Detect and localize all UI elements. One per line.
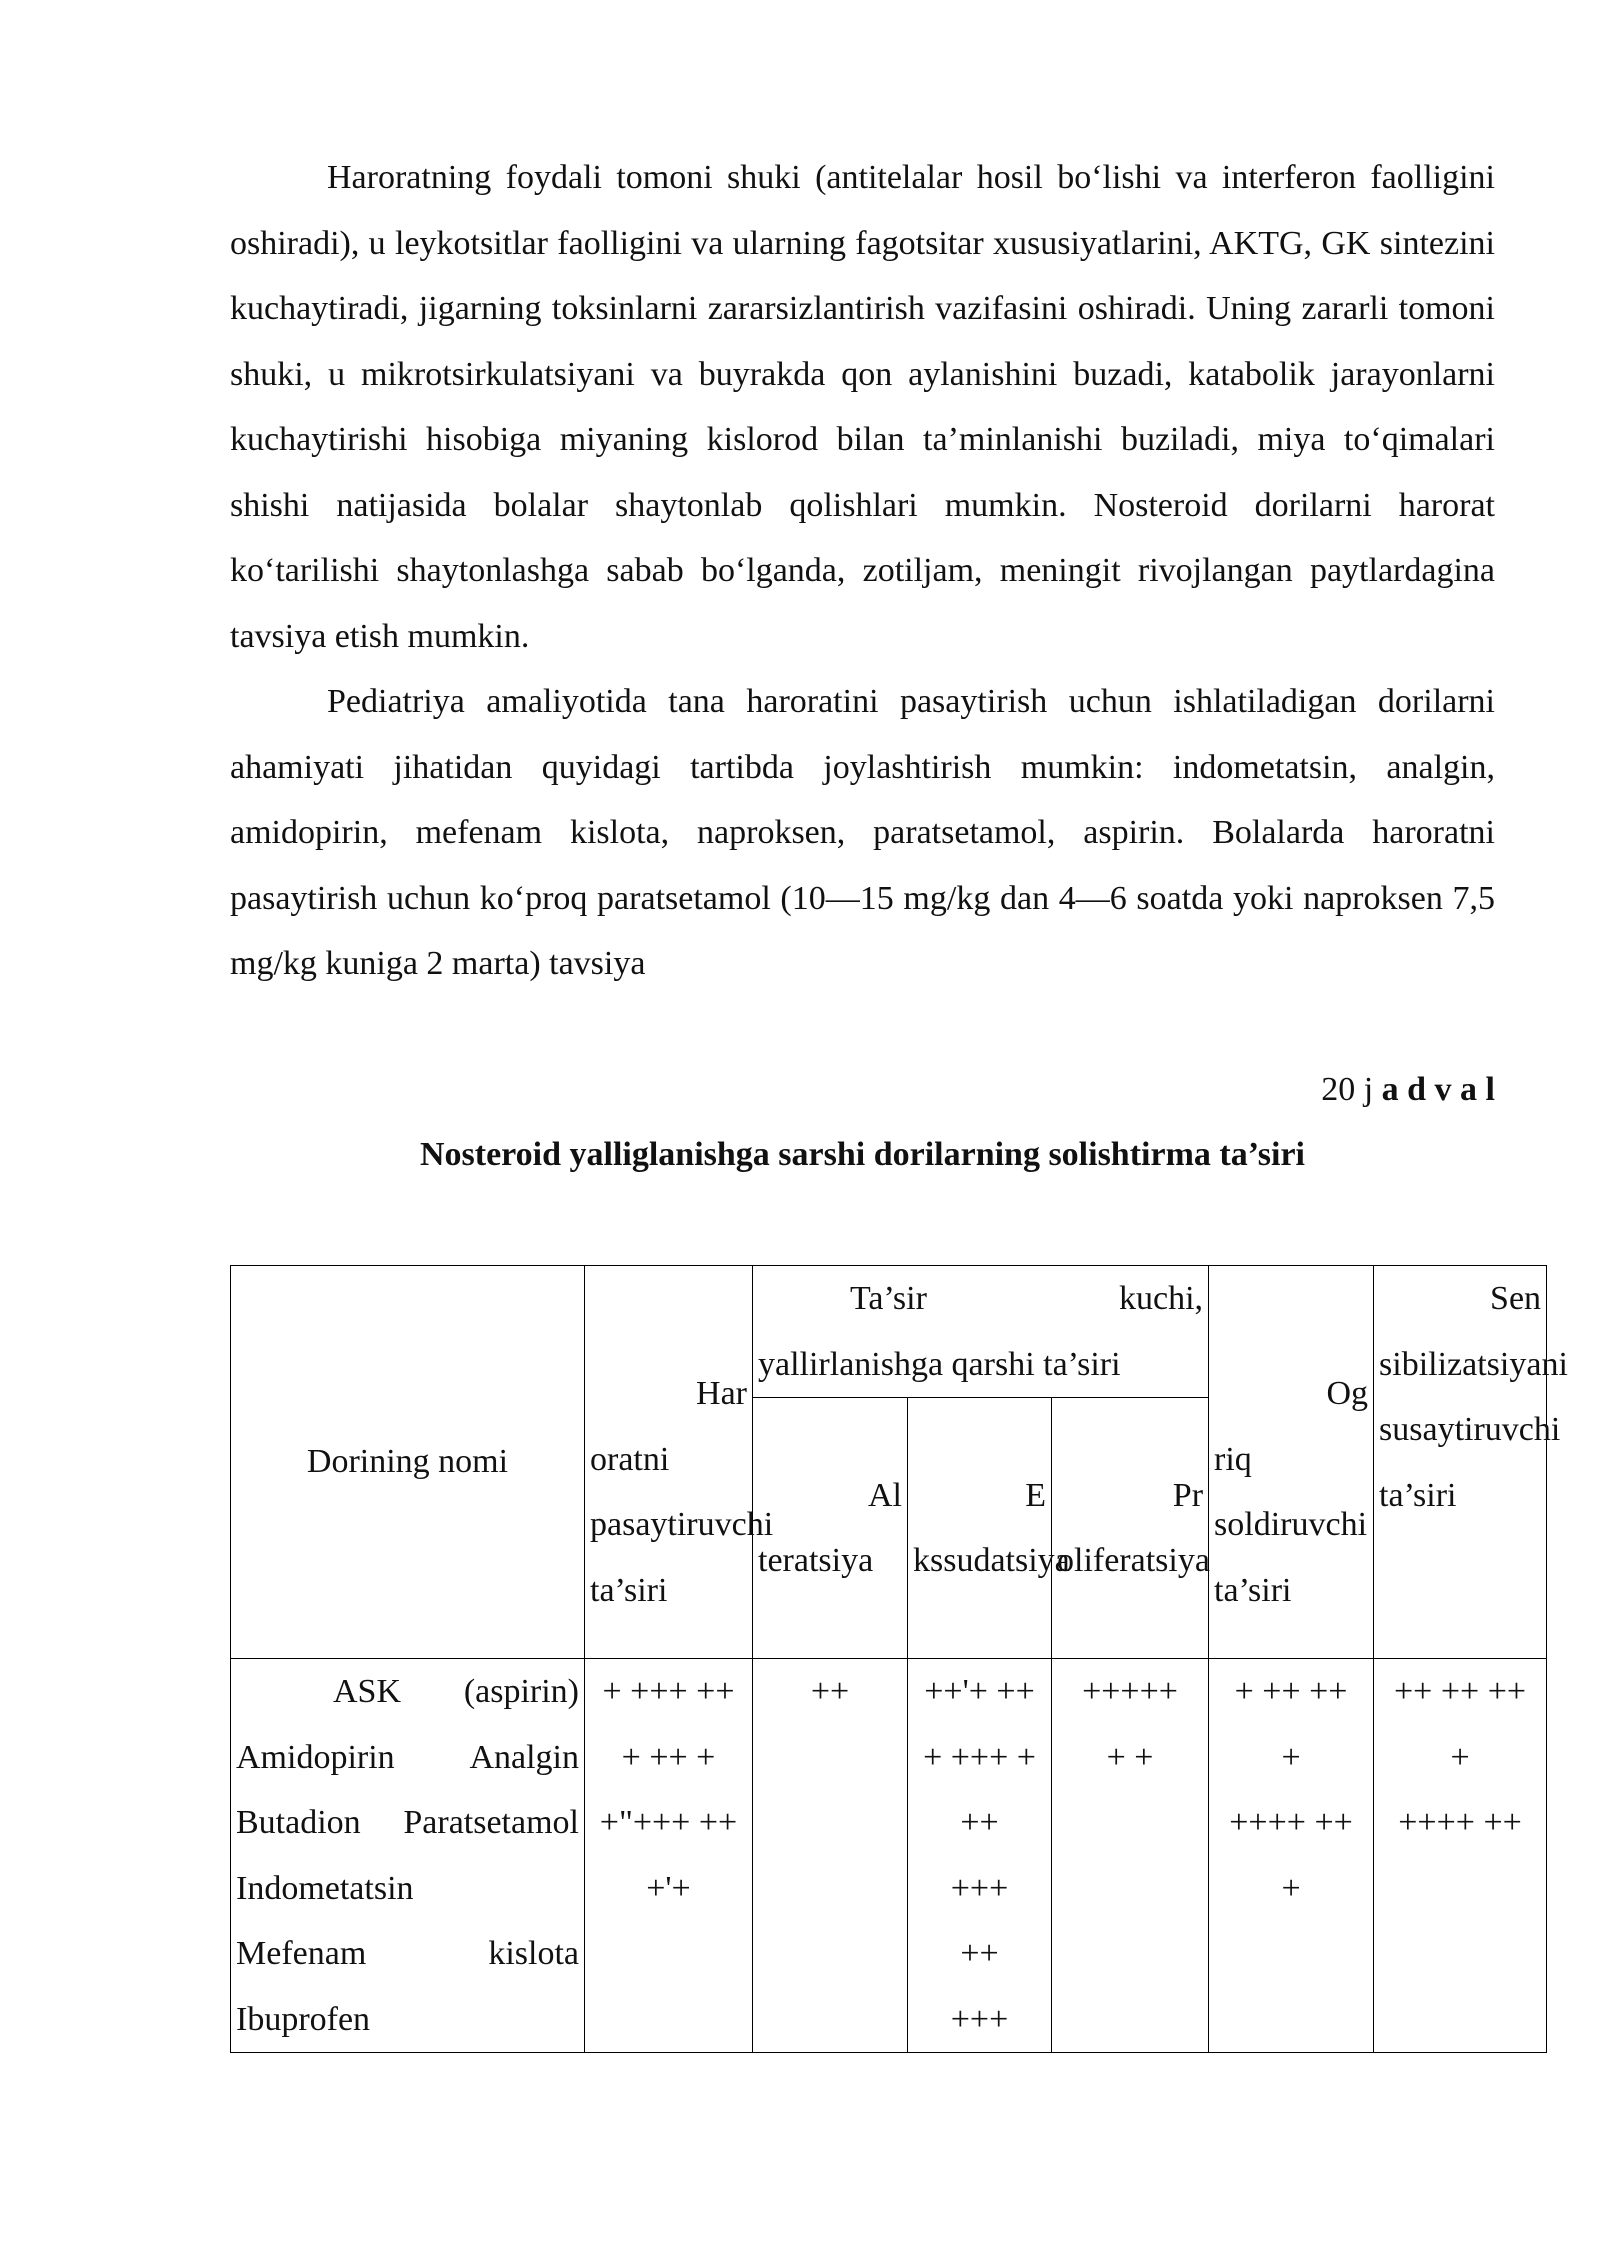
drug-comparison-table xyxy=(230,1265,1568,2053)
header-sensibilizatsiya: Sen sibilizatsiyani susaytiruvchi ta’siri xyxy=(1374,1266,1547,1659)
paragraph-2: Pediatriya amaliyotida tana haroratini pasaytirish uchun ishlatiladigan dorilarni ahamiyati jihatidan quyidagi tartibda joylashtirish mumkin: indometatsin, analgin, amidopirin, mefenam kislota, naproksen, paratsetamol, aspirin. Bolalarda haroratni pasaytirish uchun ko‘proq paratsetamol (10—15 mg/kg dan 4—6 soatda yoki naproksen 7,5 mg/kg kuniga 2 marta) tavsiya xyxy=(230,683,1495,982)
drug-name: Indometatsin xyxy=(236,1869,414,1907)
drug-name: Mefenam kislota xyxy=(236,1935,579,1972)
drug-name: ASK (aspirin) xyxy=(333,1673,579,1710)
header-tasir-kuchi: Ta’sir kuchi, yallirlanishga qarshi ta’siri xyxy=(753,1266,1209,1398)
table-label xyxy=(230,1060,1495,1120)
header-row-1 xyxy=(231,1266,1547,1398)
body-text xyxy=(230,145,1495,997)
paragraph-1: Haroratning foydali tomoni shuki (antitelalar hosil bo‘lishi va interferon faolligini oshiradi), u leykotsitlar faolligini va ularning fagotsitar xususiyatlarini, AKTG, GK sintezini kuchaytiradi, jigarning toksinlarni zararsizlantirish vazifasini oshiradi. Uning zararli tomoni shuki, u mikrotsirkulatsiyani va buyrakda qon aylanishini buzadi, katabolik jarayonlarni kuchaytirishi hisobiga miyaning kislorod bilan ta’minlanishi buziladi, miya to‘qimalari shishi natijasida bolalar shaytonlab qolishlari mumkin. Nosteroid dorilarni harorat ko‘tarilishi shaytonlashga sabab bo‘lganda, zotiljam, meningit rivojlangan paytlardagina tavsiya etish mumkin. xyxy=(230,159,1495,655)
ogriq-values: + ++ ++ + ++++ ++ + xyxy=(1209,1659,1374,2053)
header-ekssudatsiya: E kssudatsiya xyxy=(908,1398,1052,1659)
drug-name: Amidopirin Analgin xyxy=(236,1738,579,1776)
table-row xyxy=(231,1659,1547,2053)
header-harorat: Har oratni pasaytiruvchi ta’siri xyxy=(585,1266,753,1659)
proliferatsiya-values: +++++ + + xyxy=(1052,1659,1209,2053)
drug-name: Butadion Paratsetamol xyxy=(236,1804,579,1841)
drug-name: Ibuprofen xyxy=(236,2000,371,2038)
table-title: Nosteroid yalliglanishga sarshi dorilarning solishtirma ta’siri xyxy=(419,1136,1305,1173)
header-ogriq: Og riq soldiruvchi ta’siri xyxy=(1209,1266,1374,1659)
header-proliferatsiya: Pr oliferatsiya xyxy=(1052,1398,1209,1659)
harorat-values: + +++ ++ + ++ + +"+++ ++ +'+ xyxy=(585,1659,753,2053)
drug-names-cell xyxy=(231,1659,585,2053)
table-word: a d v a l xyxy=(1381,1071,1495,1108)
alteratsiya-values: ++ xyxy=(753,1659,908,2053)
sensibilizatsiya-values: ++ ++ ++ + ++++ ++ xyxy=(1374,1659,1547,2053)
ekssudatsiya-values: ++'+ ++ + +++ + ++ +++ ++ +++ xyxy=(908,1659,1052,2053)
header-alteratsiya: Al teratsiya xyxy=(753,1398,908,1659)
header-drug-name: Dorining nomi xyxy=(231,1266,585,1659)
table-number: 20 j xyxy=(1321,1071,1374,1108)
